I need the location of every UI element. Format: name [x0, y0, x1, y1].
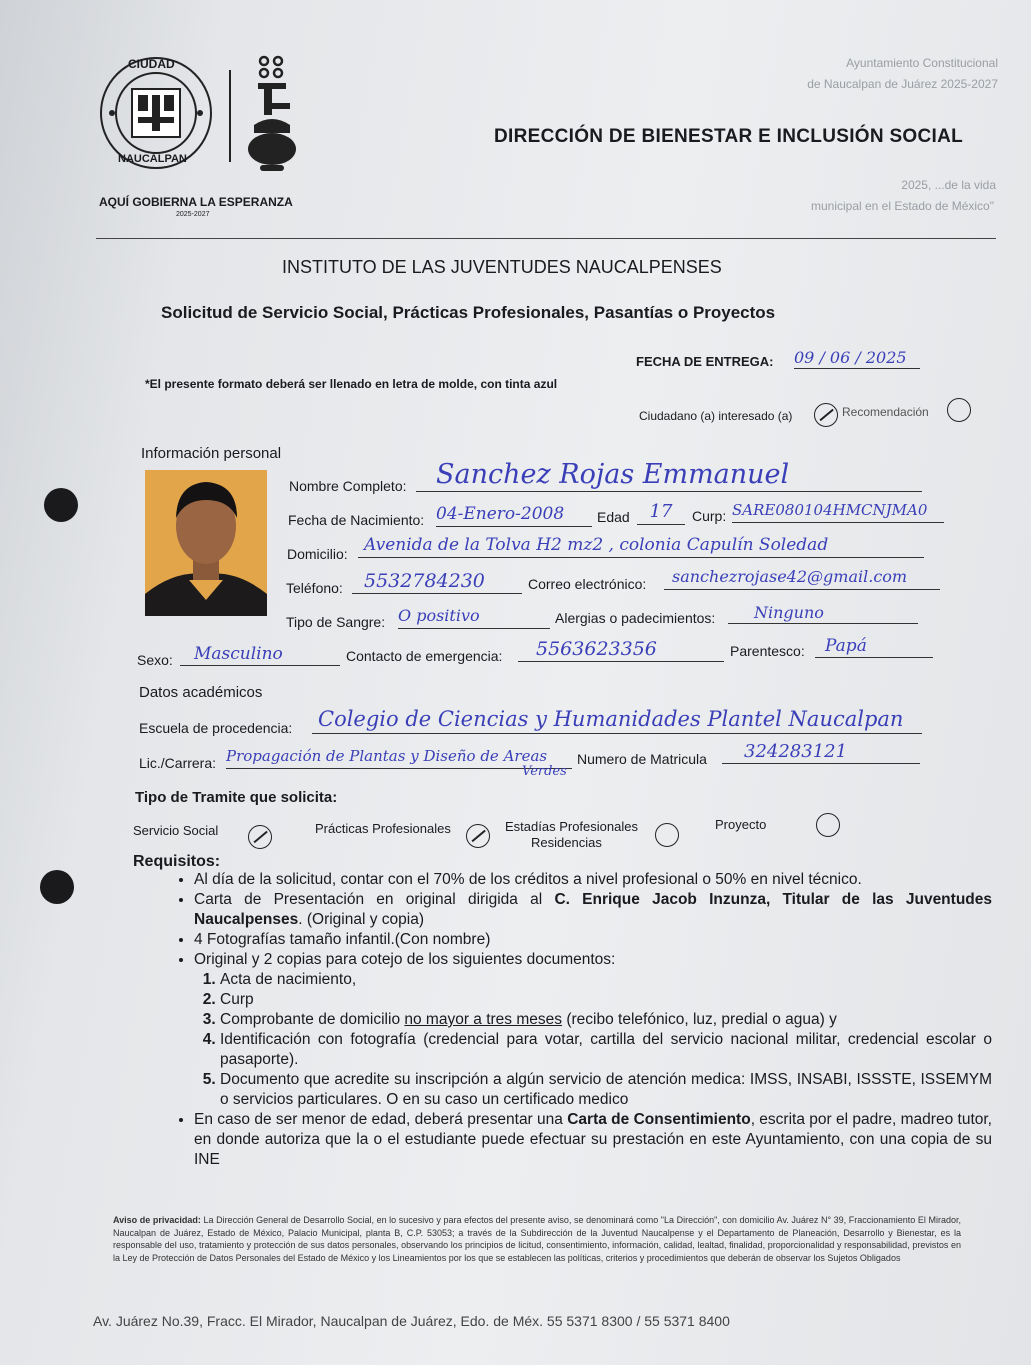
- requisito-creditos: • Al día de la solicitud, contar con el 70% de los créditos a nivel profesional o 50% en nivel técnico.: [194, 870, 992, 890]
- nombre-label: Nombre Completo:: [289, 478, 407, 494]
- doc-comprobante-domicilio: 3. Comprobante de domicilio no mayor a tres meses (recibo telefónico, luz, predial o agua) y: [220, 1010, 992, 1030]
- matricula-field[interactable]: 324283121: [722, 740, 920, 764]
- servicio-radio[interactable]: [248, 825, 272, 849]
- parentesco-field[interactable]: Papá: [815, 634, 933, 658]
- fecha-entrega-label: FECHA DE ENTREGA:: [636, 354, 774, 369]
- curp-field[interactable]: SARE080104HMCNJMA0: [732, 498, 944, 523]
- parentesco-label: Parentesco:: [730, 643, 805, 659]
- domicilio-label: Domicilio:: [287, 546, 348, 562]
- header-divider-vertical: [229, 70, 231, 162]
- servicio-label: Servicio Social: [133, 823, 219, 838]
- alergias-field[interactable]: Ninguno: [728, 602, 918, 624]
- slogan-years: 2025-2027: [176, 211, 210, 218]
- doc-acta: 1. Acta de nacimiento,: [220, 970, 992, 990]
- edad-field[interactable]: 17: [637, 500, 685, 525]
- documentos-list: [194, 970, 992, 1110]
- punch-hole-top: [44, 488, 78, 522]
- direccion-title: DIRECCIÓN DE BIENESTAR E INCLUSIÓN SOCIAL: [494, 126, 964, 147]
- telefono-field[interactable]: 5532784230: [352, 568, 522, 594]
- escuela-label: Escuela de procedencia:: [139, 720, 293, 736]
- fecha-entrega-value[interactable]: 09 / 06 / 2025: [794, 348, 920, 369]
- sexo-field[interactable]: Masculino: [180, 642, 340, 666]
- escuela-field[interactable]: Colegio de Ciencias y Humanidades Plantel Naucalpan: [312, 704, 922, 734]
- carrera-field-continuation: Verdes: [522, 764, 567, 779]
- requisito-carta-presentacion: • Carta de Presentación en original dirigida al C. Enrique Jacob Inzunza, Titular de las Juventudes Naucalpenses. (Original y copia): [194, 890, 992, 930]
- recomendacion-radio[interactable]: [947, 398, 971, 422]
- carrera-label: Lic./Carrera:: [139, 755, 217, 771]
- requisito-menor-edad: • En caso de ser menor de edad, deberá presentar una Carta de Consentimiento, escrita por el padre, madreo tutor, en donde autoriza que la o el estudiante puede efectuar su prestación en este Ayuntamiento, con una copia de su INE: [194, 1110, 992, 1170]
- requisitos-list: [172, 870, 992, 1170]
- estadias-label-line2: Residencias: [531, 835, 602, 850]
- estadias-radio[interactable]: [655, 823, 679, 847]
- recomendacion-label: Recomendación: [842, 405, 929, 419]
- carrera-field[interactable]: Propagación de Plantas y Diseño de Areas: [226, 744, 572, 769]
- emergencia-field[interactable]: 5563623356: [518, 636, 724, 662]
- section-tramite: Tipo de Tramite que solicita:: [135, 789, 338, 806]
- section-personal: Información personal: [141, 445, 282, 462]
- correo-field[interactable]: sanchezrojase42@gmail.com: [664, 564, 940, 590]
- lema-line1: 2025, ...de la vida: [901, 178, 996, 192]
- ciudadano-label: Ciudadano (a) interesado (a): [639, 409, 793, 423]
- form-title: Solicitud de Servicio Social, Prácticas Profesionales, Pasantías o Proyectos: [161, 303, 776, 322]
- section-academic: Datos académicos: [139, 684, 263, 701]
- emergencia-label: Contacto de emergencia:: [346, 648, 503, 664]
- applicant-photo: [145, 470, 267, 616]
- footer-address: Av. Juárez No.39, Fracc. El Mirador, Naucalpan de Juárez, Edo. de Méx. 55 5371 8300 / 55 5371 8400: [93, 1313, 730, 1329]
- doc-curp: 2. Curp: [220, 990, 992, 1010]
- doc-identificacion: 4. Identificación con fotografía (credencial para votar, cartilla del servicio nacional militar, credencial escolar o pasaporte).: [220, 1030, 992, 1070]
- ayuntamiento-line2: de Naucalpan de Juárez 2025-2027: [807, 77, 998, 91]
- naucalpan-glyph-logo: [244, 55, 300, 173]
- sangre-label: Tipo de Sangre:: [286, 614, 386, 630]
- curp-label: Curp:: [692, 508, 727, 524]
- requisito-fotografias: • 4 Fotografías tamaño infantil.(Con nombre): [194, 930, 992, 950]
- doc-servicio-medico: 5. Documento que acredite su inscripción a algún servicio de atención medica: IMSS, INSABI, ISSSTE, ISSEMYM o servicios particulares. O en su caso un certificado medico: [220, 1070, 992, 1110]
- seal-ring-top-text: CIUDAD: [128, 57, 175, 71]
- privacy-notice: [113, 1214, 961, 1264]
- proyecto-radio[interactable]: [816, 813, 840, 837]
- ayuntamiento-line1: Ayuntamiento Constitucional: [846, 56, 998, 70]
- nombre-field[interactable]: Sanchez Rojas Emmanuel: [416, 458, 922, 492]
- estadias-label-line1: Estadías Profesionales: [505, 819, 638, 834]
- nacimiento-field[interactable]: 04-Enero-2008: [436, 502, 592, 527]
- requisito-documentos: • Original y 2 copias para cotejo de los siguientes documentos: 1. Acta de nacimiento, 2. Curp 3. Comprobante de domicilio no mayor a tres meses (recibo telefónico, luz, predial o agua) y 4. Identificación con fotografía (credencial para votar, cartilla del servicio nacional militar, credencial escolar o pasaporte). 5. Documento que acredite su inscripción a algún servicio de atención medica: IMSS, INSABI, ISSSTE, ISSEMYM o servicios particulares. O en su caso un certificado medico: [194, 950, 992, 1110]
- proyecto-label: Proyecto: [715, 817, 767, 832]
- domicilio-field[interactable]: Avenida de la Tolva H2 mz2 , colonia Capulín Soledad: [358, 532, 924, 558]
- practicas-radio[interactable]: [466, 824, 490, 848]
- practicas-label: Prácticas Profesionales: [315, 821, 451, 836]
- alergias-label: Alergias o padecimientos:: [555, 610, 716, 626]
- slogan: AQUÍ GOBIERNA LA ESPERANZA: [99, 195, 293, 209]
- telefono-label: Teléfono:: [286, 580, 343, 596]
- nacimiento-label: Fecha de Nacimiento:: [288, 512, 425, 528]
- matricula-label: Numero de Matricula: [577, 751, 707, 767]
- requisitos-title: Requisitos:: [133, 853, 221, 870]
- lema-line2: municipal en el Estado de México": [810, 199, 994, 213]
- municipal-seal-logo: [98, 55, 214, 171]
- seal-ring-bottom-text: NAUCALPAN: [118, 153, 187, 165]
- edad-label: Edad: [597, 509, 630, 525]
- instructions-note: *El presente formato deberá ser llenado en letra de molde, con tinta azul: [145, 377, 558, 391]
- punch-hole-bottom: [40, 870, 74, 904]
- privacy-title: Aviso de privacidad:: [113, 1215, 201, 1225]
- institute-title: INSTITUTO DE LAS JUVENTUDES NAUCALPENSES: [282, 257, 722, 277]
- header-divider: [96, 238, 996, 239]
- sangre-field[interactable]: O positivo: [398, 604, 550, 629]
- ciudadano-radio[interactable]: [814, 403, 838, 427]
- correo-label: Correo electrónico:: [528, 576, 647, 592]
- sexo-label: Sexo:: [137, 652, 173, 668]
- privacy-text: La Dirección General de Desarrollo Social, en lo sucesivo y para efectos del presente aviso, se denominará como "La Dirección", con domicilio Av. Juárez N° 39, Fraccionamiento El Mirador, Naucalpan de Juárez, Estado de México, Palacio Municipal, planta B, C.P. 53053; a través de la Subdirección de la Juventud Naucalpense y el Departamento de Planeación, Desarrollo y Bienestar, es la responsable del uso, tratamiento y protección de sus datos personales, observando los principios de licitud, consentimiento, información, calidad, lealtad, finalidad, proporcionalidad y responsabilidad, previstos en la Ley de Protección de Datos Personales del Estado de México y los Lineamientos por los que se establecen las políticas, criterios y procedimientos que deberán de observar los Sujetos Obligados: [113, 1215, 961, 1263]
